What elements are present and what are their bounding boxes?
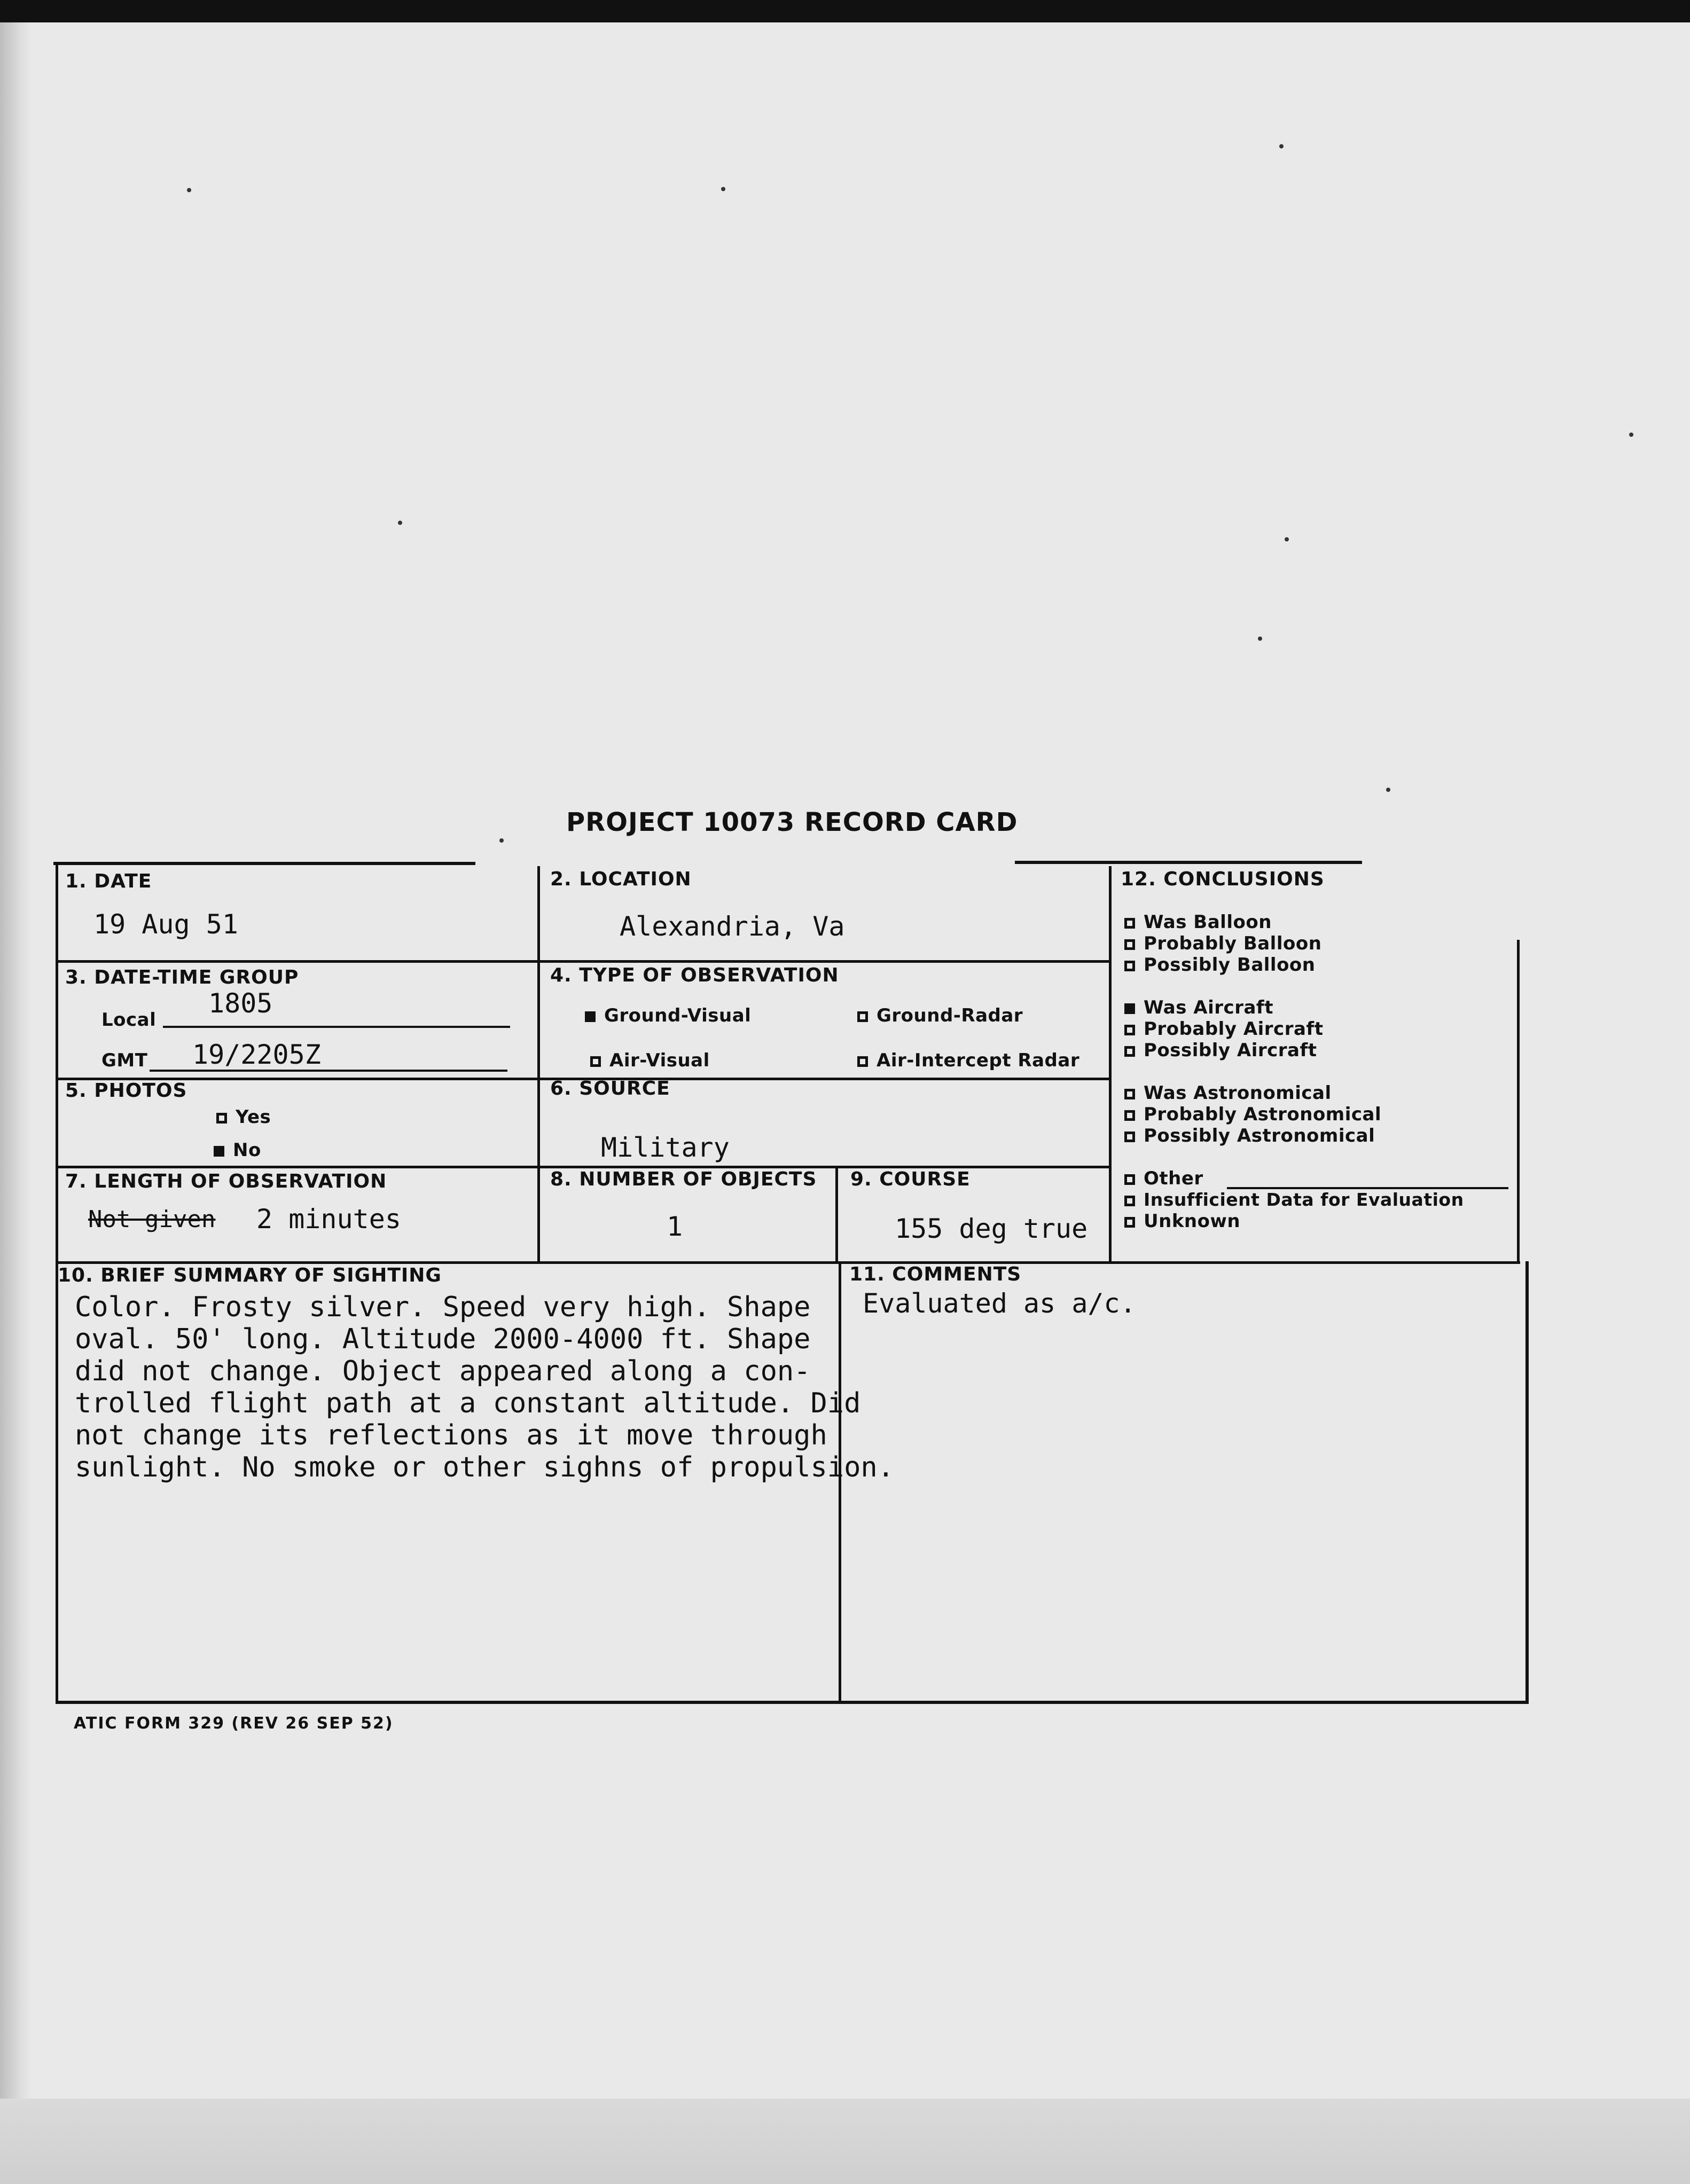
checkbox-icon [1124, 939, 1135, 950]
date-label: 1. DATE [65, 870, 152, 892]
checkbox-checked-icon [585, 1011, 596, 1022]
photos-label: 5. PHOTOS [65, 1080, 187, 1102]
option-insufficient-data [1124, 1189, 1464, 1210]
option-label: No [233, 1140, 261, 1161]
source-label: 6. SOURCE [550, 1078, 670, 1099]
option-unknown [1124, 1211, 1240, 1232]
rule-top-right [1015, 861, 1362, 864]
scan-speck [1629, 433, 1633, 437]
length-value: 2 minutes [256, 1204, 401, 1235]
length-of-observation-label: 7. LENGTH OF OBSERVATION [65, 1170, 387, 1192]
checkbox-checked-icon [1124, 1003, 1135, 1014]
comments-value: Evaluated as a/c. [863, 1288, 1136, 1319]
checkbox-icon [857, 1011, 868, 1022]
rule-mid2 [835, 1166, 838, 1262]
option-label: Possibly Astronomical [1144, 1125, 1375, 1146]
option-label: Ground-Visual [604, 1005, 752, 1026]
rule-mid1 [537, 866, 540, 1262]
scan-speck [1386, 788, 1390, 792]
date-time-group-label: 3. DATE-TIME GROUP [65, 967, 299, 988]
option-label: Was Astronomical [1144, 1082, 1332, 1104]
option-air-visual [590, 1050, 710, 1071]
form-number: ATIC FORM 329 (REV 26 SEP 52) [74, 1714, 394, 1733]
option-possibly-balloon [1124, 954, 1316, 976]
number-of-objects-label: 8. NUMBER OF OBJECTS [550, 1168, 817, 1190]
option-yes [216, 1106, 271, 1128]
option-was-aircraft [1124, 997, 1273, 1018]
type-of-observation-label: 4. TYPE OF OBSERVATION [550, 964, 839, 986]
option-label: Yes [236, 1106, 271, 1128]
scan-speck [187, 188, 191, 192]
checkbox-icon [1124, 1110, 1135, 1121]
option-ground-visual [585, 1005, 751, 1026]
option-label: Probably Balloon [1144, 933, 1322, 954]
scan-top-border [0, 0, 1690, 22]
option-possibly-astronomical [1124, 1125, 1375, 1146]
scan-speck [398, 521, 402, 525]
option-label: Probably Aircraft [1144, 1018, 1324, 1040]
rule-right [1517, 940, 1520, 1263]
checkbox-icon [857, 1056, 868, 1067]
source-value: Military [601, 1132, 730, 1163]
option-label: Probably Astronomical [1144, 1104, 1382, 1125]
option-probably-aircraft [1124, 1018, 1323, 1040]
checkbox-checked-icon [214, 1146, 224, 1157]
date-value: 19 Aug 51 [93, 909, 238, 940]
local-label: Local [101, 1009, 157, 1031]
option-no [214, 1140, 261, 1161]
card-title: PROJECT 10073 RECORD CARD [566, 807, 1018, 837]
option-label: Ground-Radar [877, 1005, 1023, 1026]
scan-bottom-band [0, 2099, 1690, 2184]
option-was-astronomical [1124, 1082, 1332, 1104]
brief-summary-label: 10. BRIEF SUMMARY OF SIGHTING [58, 1264, 442, 1286]
comments-label: 11. COMMENTS [849, 1263, 1022, 1285]
rule-right-lower [1525, 1261, 1529, 1704]
option-label: Possibly Aircraft [1144, 1040, 1317, 1061]
summary-line: oval. 50' long. Altitude 2000-4000 ft. Shape [75, 1323, 811, 1355]
option-label: Air-Visual [609, 1050, 710, 1071]
option-label: Possibly Balloon [1144, 954, 1316, 976]
option-possibly-aircraft [1124, 1040, 1317, 1061]
checkbox-icon [1124, 1089, 1135, 1099]
option-label: Air-Intercept Radar [877, 1050, 1080, 1071]
scan-left-shadow [0, 22, 32, 2184]
course-value: 155 deg true [895, 1213, 1088, 1244]
summary-line: trolled flight path at a constant altitude. Did [75, 1387, 861, 1419]
scan-speck [499, 838, 504, 843]
checkbox-icon [216, 1113, 227, 1124]
checkbox-icon [590, 1056, 601, 1067]
scan-speck [1285, 537, 1289, 541]
summary-line: sunlight. No smoke or other sighns of propulsion. [75, 1451, 895, 1483]
checkbox-icon [1124, 1025, 1135, 1035]
summary-line: did not change. Object appeared along a con- [75, 1355, 811, 1387]
option-label: Insufficient Data for Evaluation [1144, 1189, 1464, 1210]
rule-bottom [56, 1701, 1529, 1704]
checkbox-icon [1124, 1132, 1135, 1142]
option-probably-balloon [1124, 933, 1321, 954]
rule-row1 [56, 960, 1110, 963]
rule-mid3 [1109, 866, 1112, 1262]
checkbox-icon [1124, 1174, 1135, 1185]
local-underline [163, 1026, 510, 1028]
summary-line: not change its reflections as it move through [75, 1419, 827, 1451]
checkbox-icon [1124, 961, 1135, 971]
rule-row4 [56, 1261, 1520, 1264]
scan-speck [1279, 144, 1284, 148]
number-of-objects-value: 1 [667, 1211, 683, 1242]
conclusions-label: 12. CONCLUSIONS [1121, 868, 1325, 890]
gmt-value: 19/2205Z [192, 1039, 321, 1070]
option-label: Was Aircraft [1144, 997, 1273, 1018]
location-value: Alexandria, Va [620, 911, 845, 942]
option-label: Other [1144, 1168, 1203, 1189]
option-probably-astronomical [1124, 1104, 1381, 1125]
option-ground-radar [857, 1005, 1023, 1026]
location-label: 2. LOCATION [550, 868, 692, 890]
course-label: 9. COURSE [850, 1168, 971, 1190]
scan-speck [721, 187, 725, 191]
gmt-label: GMT [101, 1050, 148, 1071]
checkbox-icon [1124, 1217, 1135, 1228]
option-was-balloon [1124, 912, 1272, 933]
local-value: 1805 [208, 988, 273, 1019]
rule-top-left [53, 862, 475, 865]
option-label: Was Balloon [1144, 912, 1272, 933]
option-other [1124, 1168, 1203, 1189]
length-struck-text: Not given [88, 1206, 216, 1233]
checkbox-icon [1124, 1196, 1135, 1206]
option-air-intercept-radar [857, 1050, 1079, 1071]
summary-line: Color. Frosty silver. Speed very high. Shape [75, 1291, 811, 1323]
checkbox-icon [1124, 1046, 1135, 1057]
checkbox-icon [1124, 918, 1135, 929]
scan-speck [1258, 637, 1262, 641]
option-label: Unknown [1144, 1211, 1241, 1232]
